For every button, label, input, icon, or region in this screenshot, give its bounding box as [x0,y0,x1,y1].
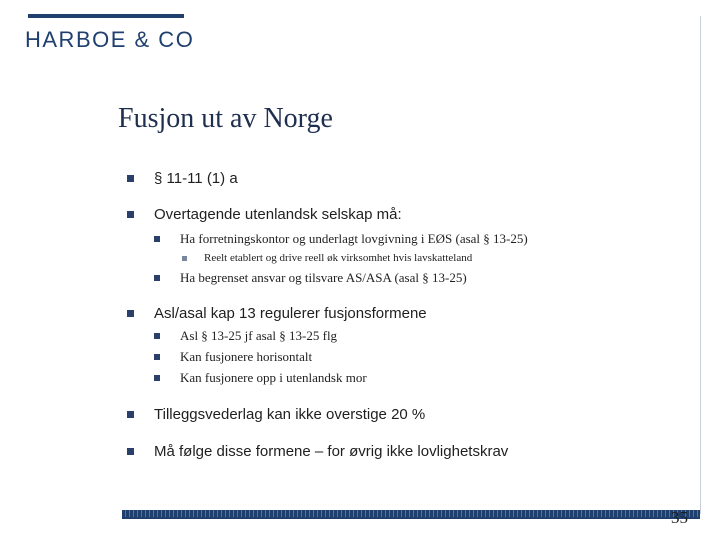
bullet-square-icon [154,333,160,339]
bullet-square-icon [182,256,187,261]
logo-rule [28,14,184,18]
bullet-square-icon [127,411,134,418]
bullet-text: Må følge disse formene – for øvrig ikke lovlighetskrav [154,443,509,460]
bullet-item [127,206,402,223]
bullet-text: Kan fusjonere opp i utenlandsk mor [180,370,367,385]
footer-rule [122,517,700,519]
slide-title: Fusjon ut av Norge [118,103,333,134]
bullet-square-icon [127,310,134,317]
right-divider [700,16,701,514]
bullet-square-icon [127,211,134,218]
bullet-item [127,305,427,322]
bullet-item [127,406,425,423]
page-number: 35 [671,508,688,527]
bullet-text: Tilleggsvederlag kan ikke overstige 20 % [154,406,426,423]
bullet-square-icon [127,448,134,455]
bullet-item [127,443,508,460]
bullet-text: Asl/asal kap 13 regulerer fusjonsformene [154,305,427,322]
bullet-square-icon [154,236,160,242]
bullet-square-icon [154,354,160,360]
sub-bullet-item [154,270,467,286]
bullet-square-icon [154,375,160,381]
bullet-text: Kan fusjonere horisontalt [180,349,313,364]
sub-bullet-item [154,349,312,365]
bullet-text: Reelt etablert og drive reell øk virksomhet hvis lavskatteland [204,252,473,264]
bullet-text: Overtagende utenlandsk selskap må: [154,206,402,223]
bullet-item [127,170,238,187]
bullet-text: § 11-11 (1) a [154,170,238,187]
bullet-square-icon [127,175,134,182]
bullet-square-icon [154,275,160,281]
bullet-text: Ha forretningskontor og underlagt lovgivning i EØS (asal § 13-25) [180,231,528,246]
company-logo: HARBOE & CO [25,27,195,52]
sub-bullet-item [154,370,367,386]
sub-bullet-item [154,231,528,247]
bullet-text: Asl § 13-25 jf asal § 13-25 flg [180,328,338,343]
sub-bullet-item [154,328,337,344]
bullet-text: Ha begrenset ansvar og tilsvare AS/ASA (asal § 13-25) [180,270,467,285]
sub-sub-bullet-item [182,252,472,264]
footer-bar [122,510,700,517]
